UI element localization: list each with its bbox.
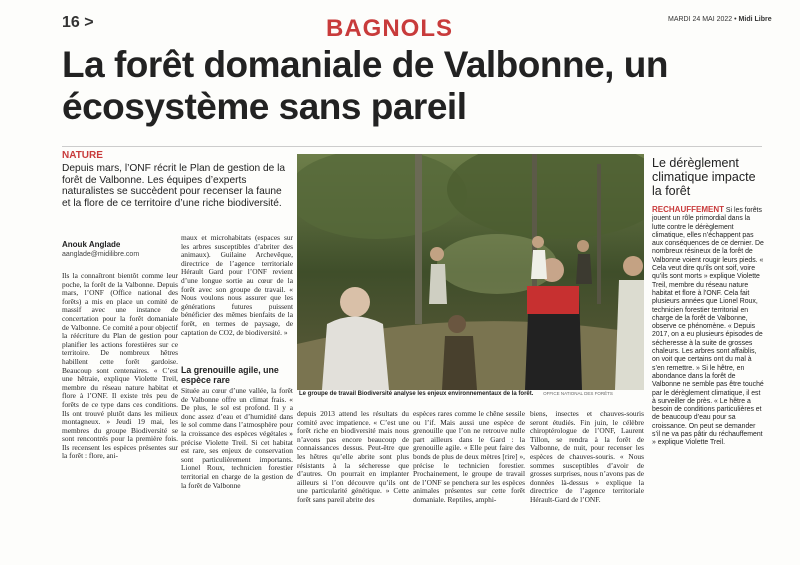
article-column-2b xyxy=(181,387,293,540)
paragraph: depuis 2013 attend les résultats du comité avec impatience. « C’est une forêt riche en biodiversité mais nous n’avons pas encore beaucoup de connaissances dessus. Peut-être que les hêtres qu’elle abrite sont plus résistants à la sécheresse que d’autres. On pourrait en implanter ailleurs si l’on découvre qu’ils ont une particularité génétique. » Cette forêt sans pareil abrite des xyxy=(297,410,409,504)
article-lead: Depuis mars, l’ONF récrit le Plan de gestion de la forêt de Valbonne. Les équipes d’experts naturalistes se succèdent pour recenser la faune et la flore de ce territoire d’une riche biodiversité. xyxy=(62,163,286,209)
author-name: Anouk Anglade xyxy=(62,240,121,249)
sidebar-text xyxy=(652,206,764,540)
article-rubric: NATURE xyxy=(62,150,103,161)
divider xyxy=(62,146,762,147)
article-column-1 xyxy=(62,272,178,540)
article-headline: La forêt domaniale de Valbonne, un écosystème sans pareil xyxy=(62,44,668,127)
dateline: MARDI 24 MAI 2022 • Midi Libre xyxy=(668,16,772,23)
paragraph: biens, insectes et chauves-souris seront étudiés. Fin juin, le célèbre chiroptérologue de l’ONF, Laurent Tillon, se rendra à la forêt de Valbonne, de nuit, pour recenser les espèces de chauves-souris. « Nous sommes susceptibles d’avoir de grosses surprises, nous n’avons pas de données là-dessus » explique la directrice de l’agence territoriale Hérault-Gard de l’ONF. xyxy=(530,410,644,504)
paragraph: Ils la connaîtront bientôt comme leur poche, la forêt de la Valbonne. Depuis mars, l’ONF (Office national des forêts) a mis en place un comité de massif avec une instance de concertation pour la forêt domaniale de Valbonne. Ce comité a pour objectif la réécriture du Plan de gestion pour planifier les actions forestières sur ce territoire. De nombreux hêtres habillent cette forêt gardoise. Beaucoup sont centenaires. « C’est une hêtraie, explique Violette Treil, membre du réseau nature habitat et flore à l’ONF. Il existe très peu de forêts de ce type dans ces conditions. Ils ont trouvé plutôt dans les milieux montagneux. » Jeudi 19 mai, les membres du groupe Biodiversité se sont rencontrés pour la première fois. Ils recensent les espèces présentes sur la forêt : flore, ani- xyxy=(62,272,178,461)
caption-text: Le groupe de travail Biodiversité analyse les enjeux environnementaux de la forêt. xyxy=(299,391,534,397)
paragraph: espèces rares comme le chêne sessile ou l’if. Mais aussi une espèce de grenouille que l’on ne retrouve nulle part ailleurs dans le Gard : la grenouille agile. « Elle peut faire des bonds de plus de deux mètres [rire] », précise le technicien forestier. Prochainement, le groupe de travail de l’ONF se penchera sur les espèces animales présentes sur cette forêt domaniale. Reptiles, amphi- xyxy=(413,410,525,504)
article-column-2 xyxy=(181,234,293,364)
article-column-5 xyxy=(530,410,644,540)
section-title: BAGNOLS xyxy=(326,15,453,40)
publication-name: Midi Libre xyxy=(738,16,772,23)
article-photo xyxy=(297,154,644,390)
date: MARDI 24 MAI 2022 xyxy=(668,16,733,23)
author-email[interactable]: aanglade@midilibre.com xyxy=(62,251,140,258)
page-number: 16 > xyxy=(62,14,94,31)
sidebar-body: Si les forêts jouent un rôle primordial dans la lutte contre le dérèglement climatique, elles n’échappent pas aux conséquences de ce dernier. De nombreux résineux de la forêt de Valbonne voient rougir leurs pieds. « Cela veut dire qu’ils ont soif, voire qu’ils sont morts » explique Violette Treil, membre du réseau nature habitat et flore à l’ONF. Cela fait plusieurs années que Lionel Roux, technicien forestier territorial en charge de la forêt de Valbonne, observe ce phénomène. « Depuis 2017, on a eu plusieurs épisodes de sécheresse à la suite de grosses chaleurs. Les arbres sont affaiblis, on voit que certains ont du mal à s’en remettre. » Si le hêtre, en abondance dans la forêt de Valbonne ne semble pas être touché par le dérèglement climatique, il est à surveiller de près. « Le hêtre a besoin de conditions particulières et de beaucoup d’eau pour sa croissance. On peut se demander s’il ne va pas pâtir du réchauffement » explique Violette Treil. xyxy=(652,207,764,447)
forest-group-photo xyxy=(297,154,644,390)
photo-credit: OFFICE NATIONAL DES FORÊTS xyxy=(543,391,613,396)
photo-caption xyxy=(299,391,644,397)
paragraph: maux et microhabitats (espaces sur les arbres susceptibles d’abriter des animaux). Guilaine Archevêque, directrice de l’agence territoriale Hérault Gard pour l’ONF revient d’une longue sortie au cœur de la forêt avec son groupe de travail. « Nous voulons nous assurer que les générations futures puissent bénéficier des mêmes bienfaits de la forêt, en termes de paysage, de captation de CO2, de biodiversité. » xyxy=(181,234,293,337)
sidebar-title: Le dérèglement climatique impacte la forêt xyxy=(652,156,756,198)
sidebar-kicker: RÉCHAUFFEMENT xyxy=(652,206,724,214)
article-column-4 xyxy=(413,410,525,540)
article-subheading: La grenouille agile, une espèce rare xyxy=(181,365,279,385)
article-column-3 xyxy=(297,410,409,540)
paragraph: Située au cœur d’une vallée, la forêt de Valbonne offre un climat frais. « De plus, le sol est profond. Il y a donc assez d’eau et d’humidité dans le sol comme dans l’atmosphère pour la croissance des espèces végétales » précise Violette Treil. Si cet habitat est rare, ses enjeux de conservation sont particulièrement importants. Lionel Roux, technicien forestier territorial en charge de la gestion de la forêt de Valbonne xyxy=(181,387,293,490)
